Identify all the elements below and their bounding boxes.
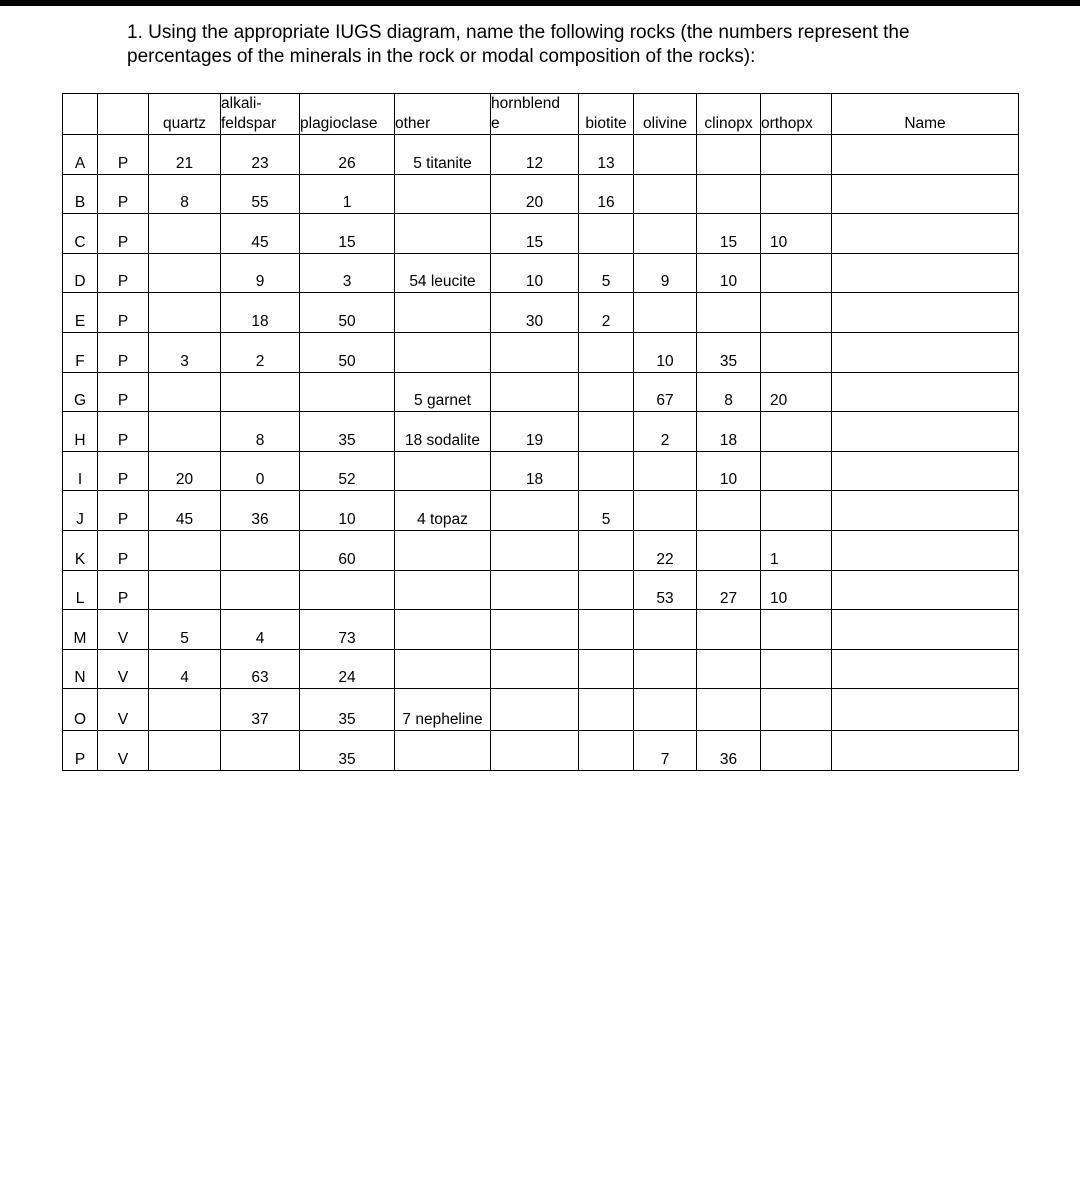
- cell-alkali-feldspar: 2: [221, 332, 300, 372]
- cell-clinopx: [697, 689, 761, 731]
- cell-clinopx: [697, 491, 761, 531]
- cell-biotite: [579, 530, 634, 570]
- cell-olivine: 67: [634, 372, 697, 412]
- cell-hornblende: 18: [491, 451, 579, 491]
- cell-hornblende: [491, 491, 579, 531]
- table-row: [63, 332, 1019, 372]
- cell-biotite: [579, 610, 634, 650]
- cell-orthopx: 10: [761, 570, 832, 610]
- header-biotite: biotite: [579, 94, 634, 135]
- cell-orthopx: [761, 731, 832, 771]
- cell-hornblende: [491, 731, 579, 771]
- cell-clinopx: [697, 135, 761, 175]
- cell-alkali-feldspar: 37: [221, 689, 300, 731]
- cell-letter: P: [63, 731, 98, 771]
- cell-hornblende: 15: [491, 214, 579, 254]
- cell-quartz: [149, 689, 221, 731]
- cell-other: 5 garnet: [395, 372, 491, 412]
- cell-plagioclase: 50: [300, 332, 395, 372]
- cell-other: 54 leucite: [395, 253, 491, 293]
- cell-letter: K: [63, 530, 98, 570]
- cell-other: 7 nepheline: [395, 689, 491, 731]
- cell-olivine: 10: [634, 332, 697, 372]
- cell-biotite: 2: [579, 293, 634, 333]
- cell-alkali-feldspar: 63: [221, 649, 300, 689]
- cell-orthopx: [761, 649, 832, 689]
- cell-olivine: [634, 214, 697, 254]
- cell-orthopx: [761, 610, 832, 650]
- cell-name[interactable]: [832, 451, 1019, 491]
- cell-type: P: [98, 451, 149, 491]
- cell-name[interactable]: [832, 610, 1019, 650]
- table-row: [63, 570, 1019, 610]
- cell-quartz: [149, 293, 221, 333]
- cell-alkali-feldspar: 0: [221, 451, 300, 491]
- cell-plagioclase: 52: [300, 451, 395, 491]
- cell-olivine: [634, 135, 697, 175]
- table-row: [63, 174, 1019, 214]
- cell-olivine: 2: [634, 412, 697, 452]
- cell-hornblende: [491, 689, 579, 731]
- cell-clinopx: [697, 174, 761, 214]
- cell-orthopx: [761, 451, 832, 491]
- cell-quartz: [149, 214, 221, 254]
- cell-quartz: 3: [149, 332, 221, 372]
- cell-clinopx: [697, 610, 761, 650]
- header-hornblende: hornblend e: [491, 94, 579, 135]
- cell-olivine: [634, 649, 697, 689]
- cell-clinopx: 10: [697, 451, 761, 491]
- cell-biotite: [579, 570, 634, 610]
- cell-quartz: 5: [149, 610, 221, 650]
- cell-quartz: [149, 570, 221, 610]
- cell-letter: L: [63, 570, 98, 610]
- cell-quartz: 45: [149, 491, 221, 531]
- cell-type: V: [98, 731, 149, 771]
- cell-plagioclase: 24: [300, 649, 395, 689]
- cell-orthopx: [761, 174, 832, 214]
- cell-plagioclase: [300, 372, 395, 412]
- table-row: [63, 649, 1019, 689]
- header-clinopx: clinopx: [697, 94, 761, 135]
- top-border: [0, 0, 1080, 6]
- cell-clinopx: [697, 649, 761, 689]
- cell-name[interactable]: [832, 135, 1019, 175]
- cell-letter: G: [63, 372, 98, 412]
- cell-quartz: 20: [149, 451, 221, 491]
- cell-orthopx: [761, 293, 832, 333]
- cell-plagioclase: 10: [300, 491, 395, 531]
- cell-other: [395, 293, 491, 333]
- cell-hornblende: [491, 530, 579, 570]
- cell-alkali-feldspar: [221, 530, 300, 570]
- cell-other: [395, 214, 491, 254]
- cell-other: [395, 451, 491, 491]
- cell-plagioclase: 35: [300, 412, 395, 452]
- cell-alkali-feldspar: 23: [221, 135, 300, 175]
- table-row: [63, 689, 1019, 731]
- cell-olivine: [634, 451, 697, 491]
- cell-type: V: [98, 649, 149, 689]
- header-plagioclase: plagioclase: [300, 94, 395, 135]
- cell-quartz: [149, 372, 221, 412]
- question-text: 1. Using the appropriate IUGS diagram, name the following rocks (the numbers represent the percentages of the minerals in the rock or modal composition of the rocks):: [127, 22, 910, 67]
- cell-type: P: [98, 293, 149, 333]
- cell-plagioclase: 73: [300, 610, 395, 650]
- cell-biotite: [579, 451, 634, 491]
- cell-clinopx: 36: [697, 731, 761, 771]
- cell-plagioclase: 26: [300, 135, 395, 175]
- cell-name[interactable]: [832, 253, 1019, 293]
- header-olivine: olivine: [634, 94, 697, 135]
- cell-letter: F: [63, 332, 98, 372]
- cell-letter: J: [63, 491, 98, 531]
- rock-composition-table: [62, 93, 1019, 771]
- cell-other: [395, 530, 491, 570]
- cell-letter: N: [63, 649, 98, 689]
- cell-biotite: [579, 214, 634, 254]
- cell-orthopx: 10: [761, 214, 832, 254]
- header-orthopx: orthopx: [761, 94, 832, 135]
- cell-clinopx: 8: [697, 372, 761, 412]
- cell-type: P: [98, 491, 149, 531]
- cell-alkali-feldspar: 18: [221, 293, 300, 333]
- cell-biotite: [579, 372, 634, 412]
- cell-biotite: [579, 412, 634, 452]
- table-row: [63, 135, 1019, 175]
- cell-biotite: [579, 649, 634, 689]
- cell-orthopx: 20: [761, 372, 832, 412]
- cell-orthopx: [761, 253, 832, 293]
- cell-other: [395, 570, 491, 610]
- cell-hornblende: 20: [491, 174, 579, 214]
- cell-name[interactable]: [832, 412, 1019, 452]
- table-row: [63, 253, 1019, 293]
- cell-quartz: 21: [149, 135, 221, 175]
- cell-hornblende: [491, 610, 579, 650]
- header-alkali-feldspar: alkali- feldspar: [221, 94, 300, 135]
- cell-plagioclase: 1: [300, 174, 395, 214]
- cell-other: 18 sodalite: [395, 412, 491, 452]
- cell-olivine: [634, 174, 697, 214]
- cell-other: [395, 332, 491, 372]
- header-row: [63, 94, 1019, 135]
- cell-orthopx: [761, 689, 832, 731]
- cell-letter: B: [63, 174, 98, 214]
- cell-type: P: [98, 253, 149, 293]
- cell-olivine: [634, 610, 697, 650]
- header-name: Name: [832, 94, 1019, 135]
- cell-biotite: 13: [579, 135, 634, 175]
- cell-letter: E: [63, 293, 98, 333]
- cell-letter: A: [63, 135, 98, 175]
- cell-plagioclase: 35: [300, 731, 395, 771]
- cell-quartz: [149, 731, 221, 771]
- cell-type: V: [98, 610, 149, 650]
- cell-name[interactable]: [832, 570, 1019, 610]
- cell-hornblende: 12: [491, 135, 579, 175]
- cell-hornblende: [491, 372, 579, 412]
- cell-letter: O: [63, 689, 98, 731]
- cell-type: P: [98, 530, 149, 570]
- cell-alkali-feldspar: 45: [221, 214, 300, 254]
- header-quartz: quartz: [149, 94, 221, 135]
- cell-type: V: [98, 689, 149, 731]
- cell-olivine: 7: [634, 731, 697, 771]
- cell-olivine: [634, 689, 697, 731]
- table-row: [63, 451, 1019, 491]
- cell-hornblende: 19: [491, 412, 579, 452]
- cell-biotite: [579, 731, 634, 771]
- cell-olivine: 22: [634, 530, 697, 570]
- cell-plagioclase: 15: [300, 214, 395, 254]
- cell-type: P: [98, 570, 149, 610]
- cell-name[interactable]: [832, 649, 1019, 689]
- cell-orthopx: [761, 135, 832, 175]
- table-row: [63, 412, 1019, 452]
- table-row: [63, 530, 1019, 570]
- cell-quartz: [149, 412, 221, 452]
- cell-plagioclase: 35: [300, 689, 395, 731]
- cell-letter: M: [63, 610, 98, 650]
- cell-biotite: [579, 332, 634, 372]
- cell-plagioclase: 3: [300, 253, 395, 293]
- cell-name[interactable]: [832, 293, 1019, 333]
- cell-quartz: [149, 530, 221, 570]
- cell-name[interactable]: [832, 214, 1019, 254]
- cell-other: 4 topaz: [395, 491, 491, 531]
- cell-name[interactable]: [832, 731, 1019, 771]
- cell-orthopx: [761, 332, 832, 372]
- cell-biotite: 5: [579, 491, 634, 531]
- cell-other: [395, 731, 491, 771]
- cell-alkali-feldspar: 55: [221, 174, 300, 214]
- header-other: other: [395, 94, 491, 135]
- cell-type: P: [98, 372, 149, 412]
- header-letter: [63, 94, 98, 135]
- cell-clinopx: 10: [697, 253, 761, 293]
- cell-alkali-feldspar: 9: [221, 253, 300, 293]
- cell-letter: D: [63, 253, 98, 293]
- cell-hornblende: 30: [491, 293, 579, 333]
- cell-type: P: [98, 135, 149, 175]
- cell-clinopx: [697, 530, 761, 570]
- cell-alkali-feldspar: [221, 372, 300, 412]
- cell-orthopx: [761, 412, 832, 452]
- cell-clinopx: 27: [697, 570, 761, 610]
- cell-olivine: 53: [634, 570, 697, 610]
- cell-olivine: 9: [634, 253, 697, 293]
- cell-clinopx: 35: [697, 332, 761, 372]
- cell-quartz: 8: [149, 174, 221, 214]
- table-row: [63, 214, 1019, 254]
- cell-alkali-feldspar: [221, 570, 300, 610]
- cell-hornblende: [491, 570, 579, 610]
- cell-letter: C: [63, 214, 98, 254]
- cell-plagioclase: 60: [300, 530, 395, 570]
- cell-clinopx: 15: [697, 214, 761, 254]
- cell-hornblende: 10: [491, 253, 579, 293]
- table-row: [63, 372, 1019, 412]
- cell-name[interactable]: [832, 174, 1019, 214]
- cell-name[interactable]: [832, 530, 1019, 570]
- table-row: [63, 491, 1019, 531]
- cell-olivine: [634, 293, 697, 333]
- cell-name[interactable]: [832, 689, 1019, 731]
- cell-biotite: 16: [579, 174, 634, 214]
- cell-orthopx: 1: [761, 530, 832, 570]
- cell-quartz: [149, 253, 221, 293]
- cell-biotite: [579, 689, 634, 731]
- cell-type: P: [98, 174, 149, 214]
- cell-other: [395, 610, 491, 650]
- cell-alkali-feldspar: 36: [221, 491, 300, 531]
- cell-orthopx: [761, 491, 832, 531]
- cell-letter: H: [63, 412, 98, 452]
- cell-clinopx: [697, 293, 761, 333]
- table-row: [63, 731, 1019, 771]
- cell-olivine: [634, 491, 697, 531]
- cell-type: P: [98, 412, 149, 452]
- cell-clinopx: 18: [697, 412, 761, 452]
- cell-alkali-feldspar: [221, 731, 300, 771]
- cell-other: [395, 649, 491, 689]
- cell-other: [395, 174, 491, 214]
- cell-hornblende: [491, 332, 579, 372]
- cell-type: P: [98, 214, 149, 254]
- cell-name[interactable]: [832, 491, 1019, 531]
- header-type: [98, 94, 149, 135]
- cell-plagioclase: [300, 570, 395, 610]
- cell-name[interactable]: [832, 372, 1019, 412]
- cell-alkali-feldspar: 4: [221, 610, 300, 650]
- cell-name[interactable]: [832, 332, 1019, 372]
- table-row: [63, 610, 1019, 650]
- cell-alkali-feldspar: 8: [221, 412, 300, 452]
- cell-biotite: 5: [579, 253, 634, 293]
- cell-type: P: [98, 332, 149, 372]
- cell-quartz: 4: [149, 649, 221, 689]
- cell-other: 5 titanite: [395, 135, 491, 175]
- cell-plagioclase: 50: [300, 293, 395, 333]
- table-row: [63, 293, 1019, 333]
- cell-hornblende: [491, 649, 579, 689]
- cell-letter: I: [63, 451, 98, 491]
